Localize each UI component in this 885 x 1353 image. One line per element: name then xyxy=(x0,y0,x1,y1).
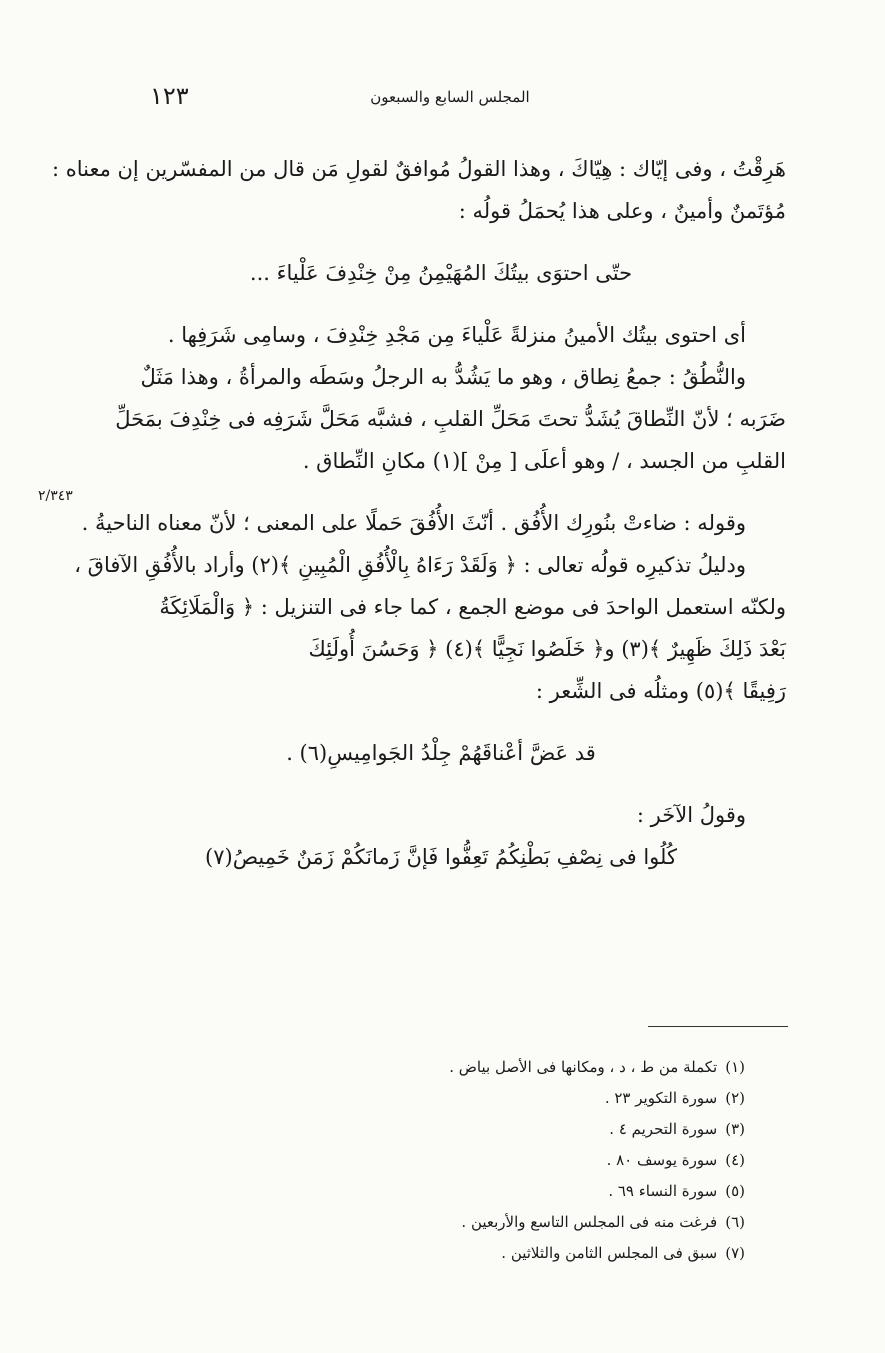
text-line: ضَرَبه ؛ لأنّ النِّطاقَ يُشَدُّ تحتَ مَحَلِّ القلبِ ، فشبَّه مَحَلَّ شَرَفِه فى خِنْدِفَ بمَحَلِّ xyxy=(115,407,786,431)
verse-line: قد عَضَّ أعْناقَهُمْ جِلْدُ الجَوامِيسِ(٦) . xyxy=(286,741,596,765)
text-line: مُؤتَمنٌ وأمينٌ ، وعلى هذا يُحمَلُ قولُه : xyxy=(458,199,786,223)
text-line: هَرِقْتُ ، وفى إيّاك : هِيّاكَ ، وهذا القولُ مُوافقٌ لقولِ مَن قال من المفسّرين إن معناه : xyxy=(51,157,786,181)
footnotes xyxy=(305,1052,745,1269)
footnote xyxy=(305,1238,745,1269)
text-line: ودليلُ تذكيرِه قولُه تعالى : ﴿ وَلَقَدْ رَءَاهُ بِالْأُفُقِ الْمُبِينِ ﴾(٢) وأراد بالأُفُقِ الآفاقَ ، xyxy=(74,553,746,577)
footnote-number: (٤) xyxy=(725,1151,745,1169)
text-line: أى احتوى بيتُك الأمينُ منزلةً عَلْياءَ مِن مَجْدِ خِنْدِفَ ، وسامِى شَرَفِها . xyxy=(167,323,746,347)
footnote-text: سبق فى المجلس الثامن والثلاثين . xyxy=(501,1244,718,1262)
footnote xyxy=(305,1052,745,1083)
text-line: ولكنّه استعمل الواحدَ فى موضع الجمع ، كما جاء فى التنزيل : ﴿ وَالْمَلَائِكَةُ xyxy=(159,595,786,619)
text-line: وقوله : ضاءتْ بنُورِك الأُفُق . أنّثَ الأُفُقَ حَملًا على المعنى ؛ لأنّ معناه الناحيةُ . xyxy=(81,511,746,535)
page-number: ١٢٣ xyxy=(150,82,189,110)
footnote-number: (٧) xyxy=(725,1244,745,1262)
footnote-number: (٥) xyxy=(725,1182,745,1200)
text-line: القلبِ من الجسد ، / وهو أعلَى [ مِنْ ](١) مكانِ النِّطاق . xyxy=(302,449,786,473)
footnote-number: (٢) xyxy=(725,1089,745,1107)
verse-line: كُلُوا فى نِصْفِ بَطْنِكُمُ تَعِفُّوا فَإنَّ زَمانَكُمْ زَمَنٌ خَمِيصُ(٧) xyxy=(205,845,677,869)
footnote-text: تكملة من ط ، د ، ومكانها فى الأصل بياض . xyxy=(449,1058,718,1076)
footnote-text: فرغت منه فى المجلس التاسع والأربعين . xyxy=(461,1213,718,1231)
footnote-number: (٣) xyxy=(725,1120,745,1138)
text-line: رَفِيقًا ﴾(٥) ومثلُه فى الشِّعر : xyxy=(535,679,786,703)
footnote-text: سورة النساء ٦٩ . xyxy=(608,1182,718,1200)
footnote-text: سورة التحريم ٤ . xyxy=(609,1120,718,1138)
footnote xyxy=(305,1145,745,1176)
running-head: المجلس السابع والسبعون xyxy=(370,88,530,106)
text-line: وقولُ الآخَر : xyxy=(636,803,746,827)
footnote xyxy=(305,1176,745,1207)
footnote-text: سورة يوسف ٨٠ . xyxy=(606,1151,718,1169)
margin-reference: ٢/٣٤٣ xyxy=(38,488,73,504)
footnote-text: سورة التكوير ٢٣ . xyxy=(604,1089,718,1107)
text-line: بَعْدَ ذَلِكَ ظَهِيرٌ ﴾(٣) و﴿ خَلَصُوا نَجِيًّا ﴾(٤) ﴿ وَحَسُنَ أُولَئِكَ xyxy=(308,637,786,661)
footnote-number: (٦) xyxy=(725,1213,745,1231)
footnote-number: (١) xyxy=(725,1058,745,1076)
footnote xyxy=(305,1207,745,1238)
footnote-divider xyxy=(648,1026,788,1027)
footnote xyxy=(305,1083,745,1114)
footnote xyxy=(305,1114,745,1145)
text-line: والنُّطُقُ : جمعُ نِطاق ، وهو ما يَشُدُّ به الرجلُ وسَطَه والمرأةُ ، وهذا مَثَلٌ xyxy=(140,365,746,389)
page-header xyxy=(0,82,885,112)
verse-line: حتّى احتوَى بيتُكَ المُهَيْمِنُ مِنْ خِنْدِفَ عَلْياءَ ... xyxy=(249,261,633,285)
